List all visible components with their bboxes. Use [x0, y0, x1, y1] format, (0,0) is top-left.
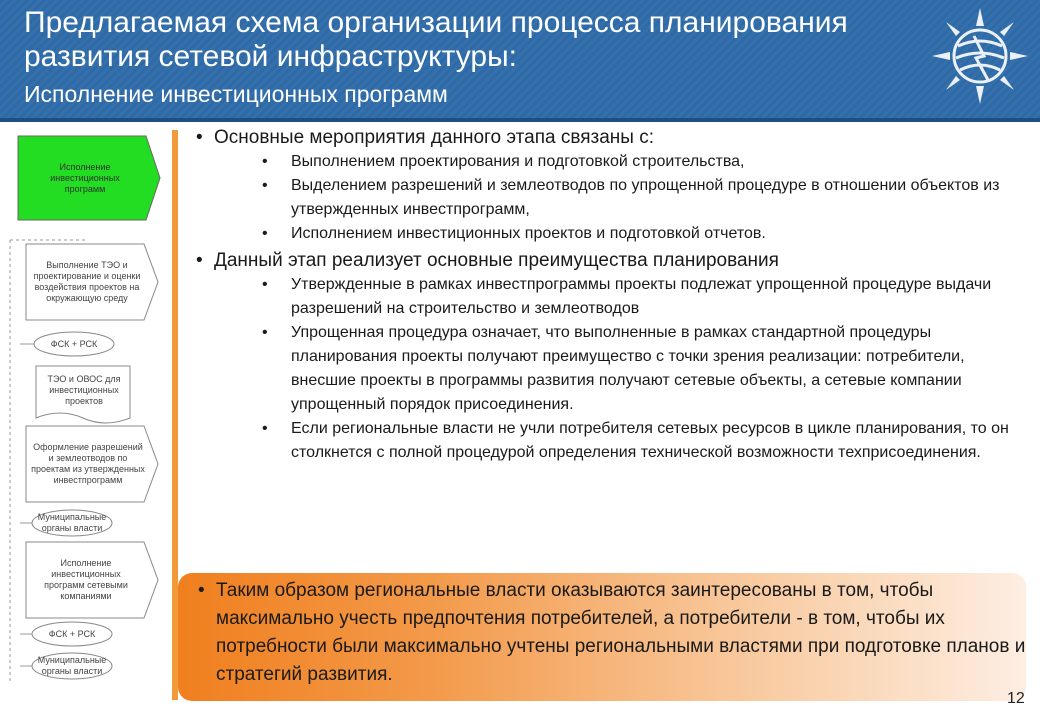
bullet-level2: • Упрощенная процедура означает, что выполненные в рамках стандартной процедуры планирования проекты получают преимущество с точки зрения реализации: потребители, внесшие проекты в программы развития получают сетевые объекты, а сетевые компании упрощенный порядок присоединения. — [262, 324, 965, 413]
bullet-text: Данный этап реализует основные преимущества планирования — [214, 250, 779, 271]
slide-subtitle: Исполнение инвестиционных программ — [24, 81, 448, 107]
bullet-text: Основные мероприятия данного этапа связаны с: — [214, 127, 655, 148]
flow-participant: ФСК + РСК — [50, 338, 98, 349]
flow-step: Выполнение ТЭО и проектирование и оценки воздействия проектов на окружающую среду — [33, 260, 141, 303]
bullet-text: Утвержденные в рамках инвестпрограммы проекты подлежат упрощенной процедуре выдачи разрешений на строительство и землеотводов — [291, 276, 992, 317]
bullet-level2: • Выделением разрешений и землеотводов по упрощенной процедуре в отношении объектов из утвержденных инвестпрограмм, — [262, 177, 1000, 218]
bullet-level2: • Если региональные власти не учли потребителя сетевых ресурсов в цикле планирования, то он столкнется с полной процедурой определения технической возможности техприсоединения. — [262, 420, 1009, 461]
bullet-level1: • Основные мероприятия данного этапа связаны с: — [196, 127, 655, 148]
bullet-level1: • Данный этап реализует основные преимущества планирования — [196, 250, 779, 271]
flow-step: Исполнение инвестиционных программ сетевыми компаниями — [44, 558, 128, 601]
flow-step: Оформление разрешений и землеотводов по проектам из утвержденных инвестпрограмм — [31, 442, 145, 485]
flow-participant: Муниципальные органы власти — [37, 655, 107, 676]
bullet-text: Если региональные власти не учли потребителя сетевых ресурсов в цикле планирования, то он столкнется с полной процедурой определения технической возможности техприсоединения. — [291, 420, 1009, 461]
page-number: 12 — [1007, 690, 1025, 707]
flow-participant: ФСК + РСК — [48, 628, 96, 639]
process-flowchart — [0, 122, 175, 720]
flow-document: ТЭО и ОВОС для инвестиционных проектов — [47, 373, 121, 406]
conclusion-text: Таким образом региональные власти оказываются заинтересованы в том, чтобы максимально учесть предпочтения потребителей, а потребители - в том, чтобы их потребности были максимально учтены региональными властями при подготовке планов и стратегий развития. — [216, 580, 1026, 685]
bullet-level2: • Выполнением проектирования и подготовкой строительства, — [262, 153, 745, 170]
bullet-text: Выполнением проектирования и подготовкой строительства, — [291, 153, 745, 170]
bullet-text: Выделением разрешений и землеотводов по упрощенной процедуре в отношении объектов из утвержденных инвестпрограмм, — [291, 177, 1000, 218]
slide-header — [0, 0, 1040, 118]
slide-body — [190, 126, 1030, 465]
flow-participant: Муниципальные органы власти — [37, 512, 107, 533]
bullet-level2: • Исполнением инвестиционных проектов и подготовкой отчетов. — [262, 225, 766, 242]
bullet-text: Исполнением инвестиционных проектов и подготовкой отчетов. — [291, 225, 766, 242]
company-logo-icon — [930, 6, 1030, 106]
bullet-text: Упрощенная процедура означает, что выполненные в рамках стандартной процедуры планирования проекты получают преимущество с точки зрения реализации: потребители, внесшие проекты в программы развития получают сетевые объекты, а сетевые компании упрощенный порядок присоединения. — [291, 324, 965, 413]
conclusion-bullet: • Таким образом региональные власти оказываются заинтересованы в том, чтобы максимально учесть предпочтения потребителей, а потребители - в том, чтобы их потребности были максимально учтены региональными властями при подготовке планов и стратегий развития. — [198, 580, 1026, 685]
flow-step-active: Исполнение инвестиционных программ — [50, 161, 120, 194]
slide-title: Предлагаемая схема организации процесса планирования развития сетевой инфраструктуры: — [24, 6, 848, 73]
bullet-level2: • Утвержденные в рамках инвестпрограммы проекты подлежат упрощенной процедуре выдачи разрешений на строительство и землеотводов — [262, 276, 992, 317]
